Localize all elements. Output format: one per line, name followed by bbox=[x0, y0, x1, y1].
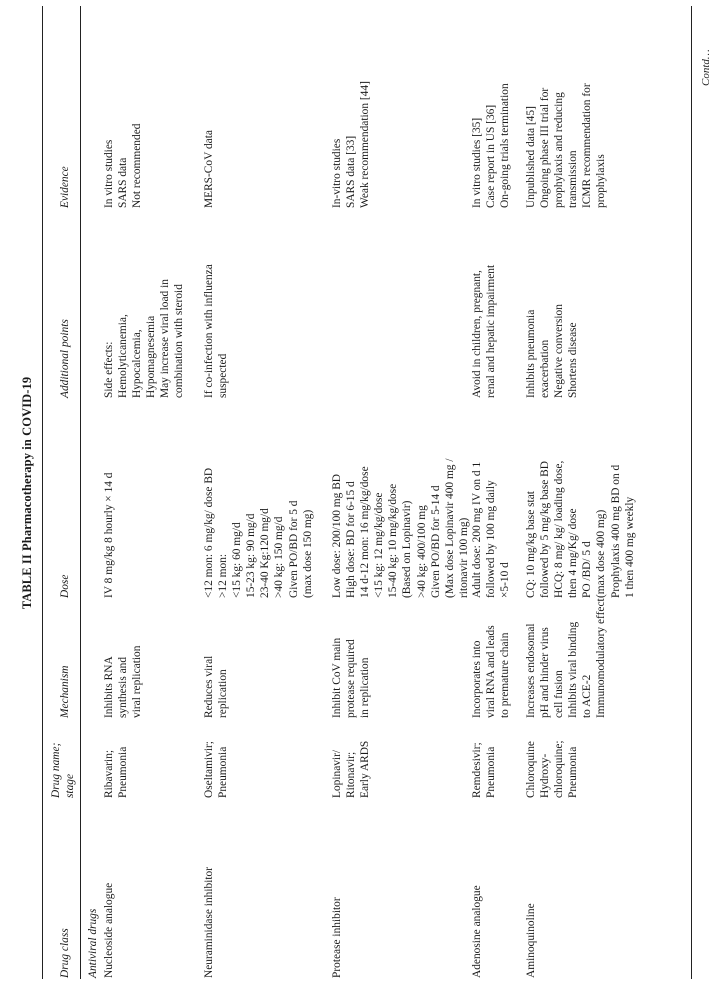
cell-line: Given PO/BD for 5 d bbox=[287, 500, 300, 598]
cell-line: Hemolyticanemia, bbox=[117, 314, 130, 398]
rule-bottom bbox=[691, 6, 692, 979]
cell-mechanism bbox=[470, 625, 512, 718]
cell-drug-class bbox=[202, 867, 216, 978]
cell-line: If co-infection with influenza bbox=[203, 264, 215, 398]
cell-line: synthesis and bbox=[117, 656, 130, 718]
cell-line: IV 8 mg/kg 8 hourly × 14 d bbox=[103, 472, 115, 598]
cell-line: Pneumonia bbox=[217, 746, 230, 798]
cell-line: Remdesivir; bbox=[471, 742, 483, 798]
header-mechanism: Mechanism bbox=[59, 665, 71, 718]
category-antiviral: Antiviral drugs bbox=[87, 908, 99, 978]
cell-line: Side effects: bbox=[103, 341, 115, 398]
header-additional-points: Additional points bbox=[59, 319, 71, 398]
cell-line: exacerbation bbox=[539, 339, 552, 398]
cell-line: In-vitro studies bbox=[331, 138, 343, 208]
cell-line: Reduces viral bbox=[203, 655, 215, 718]
table-title: TABLE II Pharmacotherapy in COVID-19 bbox=[20, 376, 34, 610]
cell-line: Inhibits viral binding bbox=[567, 621, 580, 718]
cell-line: Nucleoside analogue bbox=[103, 882, 115, 978]
cell-line: to ACE-2 bbox=[581, 674, 594, 718]
cell-line: Avoid in children, pregnant, bbox=[471, 270, 483, 398]
cell-line: HCQ: 8 mg/ kg/ loading dose, bbox=[553, 460, 566, 598]
cell-line: SARS data bbox=[117, 157, 130, 208]
cell-line: 15-40 kg: 10 mg/kg/dose bbox=[387, 483, 400, 598]
cell-line: >40 kg: 150 mg/d bbox=[273, 516, 286, 598]
cell-line: Pneumonia bbox=[117, 746, 130, 798]
cell-line: Oseltamivir; bbox=[203, 741, 215, 798]
cell-line: Case report in US [36] bbox=[485, 104, 498, 208]
cell-additional bbox=[470, 265, 498, 398]
cell-dose bbox=[330, 458, 471, 598]
cell-drug-name bbox=[524, 740, 580, 798]
cell-line: transmission bbox=[567, 150, 580, 208]
cell-evidence bbox=[470, 83, 512, 208]
cell-line: Ongoing phase III trial for bbox=[539, 87, 552, 208]
cell-dose bbox=[470, 462, 512, 598]
cell-line: Given PO/BD for 5-14 d bbox=[429, 485, 442, 598]
cell-line: Not recommended bbox=[131, 123, 144, 208]
cell-drug-class bbox=[102, 883, 116, 978]
cell-line: Inhibit CoV main bbox=[331, 637, 343, 718]
cell-line: >12 mon: bbox=[217, 553, 230, 598]
cell-drug-name bbox=[470, 742, 498, 798]
cell-line: 15-23 kg: 90 mg/d bbox=[245, 513, 258, 598]
cell-line: Pneumonia bbox=[485, 746, 498, 798]
continued-note: Contd… bbox=[700, 49, 712, 86]
cell-line: then 4 mg/Kg/ dose bbox=[567, 508, 580, 598]
cell-line: combination with steroid bbox=[173, 284, 186, 398]
cell-line: renal and hepatic impairment bbox=[485, 264, 498, 398]
cell-line: Chloroquine bbox=[525, 741, 537, 798]
header-drug-class: Drug class bbox=[59, 928, 71, 978]
cell-line: (max dose 400 mg) bbox=[595, 509, 608, 598]
cell-line: followed by 100 mg daily bbox=[485, 480, 498, 598]
cell-line: (max dose 150 mg) bbox=[301, 509, 314, 598]
cell-evidence bbox=[524, 83, 609, 208]
cell-line: Protease inhibitor bbox=[331, 897, 343, 978]
cell-line: MERS-CoV data bbox=[203, 130, 215, 208]
cell-line: protease required bbox=[345, 639, 358, 718]
cell-line: ×5-10 d bbox=[499, 562, 512, 598]
cell-mechanism bbox=[524, 598, 609, 718]
cell-mechanism bbox=[330, 638, 372, 718]
cell-drug-name bbox=[102, 747, 130, 798]
cell-line: Inhibits RNA bbox=[103, 656, 115, 718]
cell-line: Early ARDS bbox=[359, 740, 372, 798]
header-dose: Dose bbox=[59, 574, 71, 598]
cell-line: to premature chain bbox=[499, 632, 512, 718]
cell-mechanism bbox=[102, 646, 144, 718]
cell-line: replication bbox=[217, 669, 230, 718]
cell-line: Inhibits pneumonia bbox=[525, 309, 537, 398]
cell-line: in replication bbox=[359, 657, 372, 718]
cell-line: On-going trials termination bbox=[499, 83, 512, 208]
cell-line: >40 kg: 400/100 mg bbox=[415, 505, 428, 598]
cell-line: May increase viral load in bbox=[159, 279, 172, 398]
cell-line: Neuraminidase inhibitor bbox=[203, 866, 215, 978]
cell-line: Immunomodulatory effect bbox=[595, 598, 608, 718]
rule-top bbox=[42, 6, 43, 979]
cell-line: Hypocalcemia, bbox=[131, 329, 144, 398]
cell-line: Ribavarin; bbox=[103, 749, 115, 798]
cell-line: Low dose: 200/100 mg BD bbox=[331, 473, 343, 598]
cell-line: 1 then 400 mg weekly bbox=[623, 496, 636, 598]
cell-line: (Based on Lopinavir) bbox=[401, 500, 414, 598]
cell-line: Lopinavir/ bbox=[331, 749, 343, 798]
cell-drug-class bbox=[524, 903, 538, 978]
cell-line: 14 d-12 mon: 16 mg/kg/dose bbox=[359, 466, 372, 598]
cell-line: chloroquine; bbox=[553, 740, 566, 798]
cell-line: ritonavir 100 mg) bbox=[457, 517, 470, 598]
cell-line: In vitro studies [35] bbox=[471, 117, 483, 208]
cell-line: Hydroxy- bbox=[539, 753, 552, 798]
cell-drug-name bbox=[202, 741, 230, 798]
cell-evidence bbox=[102, 124, 144, 208]
cell-line: Weak recommendation [44] bbox=[359, 81, 372, 208]
cell-line: Ritonavir; bbox=[345, 751, 358, 798]
cell-line: prophylaxis bbox=[595, 154, 608, 208]
cell-line: Prophylaxis 400 mg BD on d bbox=[609, 464, 622, 598]
cell-line: cell fusion bbox=[553, 670, 566, 718]
cell-line: High dose: BD for 6-15 d bbox=[345, 481, 358, 598]
cell-line: In vitro studies bbox=[103, 139, 115, 208]
cell-additional bbox=[524, 304, 580, 398]
cell-line: 23-40 Kg:120 mg/d bbox=[259, 508, 272, 598]
cell-line: <15 kg: 60 mg/d bbox=[231, 522, 244, 598]
cell-evidence bbox=[202, 130, 216, 208]
cell-line: Pneumonia bbox=[567, 746, 580, 798]
cell-line: Shortens disease bbox=[567, 322, 580, 398]
cell-line: suspected bbox=[217, 353, 230, 398]
cell-line: CQ: 10 mg/kg base stat bbox=[525, 491, 537, 598]
cell-line: viral RNA and leads bbox=[485, 625, 498, 718]
cell-line: PO /BD/ 5 d bbox=[581, 541, 594, 598]
cell-line: <15 kg: 12 mg/kg/dose bbox=[373, 492, 386, 598]
cell-line: prophylaxis and reducing bbox=[553, 92, 566, 208]
cell-line: Increases endosomal bbox=[525, 623, 537, 718]
cell-line: (Max dose Lopinavir 400 mg / bbox=[443, 458, 456, 598]
cell-line: Adult dose: 200 mg IV on d 1 bbox=[471, 461, 483, 598]
cell-drug-name bbox=[330, 741, 372, 798]
cell-line: <12 mon: 6 mg/kg/ dose BD bbox=[203, 467, 215, 598]
cell-line: Aminoquinoline bbox=[525, 903, 537, 978]
cell-drug-class bbox=[470, 885, 484, 978]
cell-additional bbox=[102, 279, 187, 398]
cell-line: Unpublished data [45] bbox=[525, 106, 537, 208]
cell-line: Hypomagnesemia bbox=[145, 315, 158, 398]
cell-line: viral replication bbox=[131, 645, 144, 718]
cell-mechanism bbox=[202, 656, 230, 718]
header-drug-name: Drug name; stage bbox=[50, 742, 77, 798]
cell-drug-class bbox=[330, 897, 344, 978]
cell-line: ICMR recommendation for bbox=[581, 83, 594, 208]
header-evidence: Evidence bbox=[59, 166, 71, 208]
cell-dose bbox=[202, 468, 315, 598]
cell-line: pH and hinder virus bbox=[539, 627, 552, 718]
cell-line: SARS data [33] bbox=[345, 135, 358, 208]
cell-dose bbox=[102, 473, 116, 599]
cell-line: Adenosine analogue bbox=[471, 885, 483, 978]
cell-evidence bbox=[330, 81, 372, 208]
cell-dose bbox=[524, 461, 637, 598]
cell-additional bbox=[202, 264, 230, 398]
cell-line: Negative conversion bbox=[553, 304, 566, 398]
rule-header bbox=[80, 6, 81, 979]
cell-line: followed by 5 mg/kg base BD bbox=[539, 461, 552, 598]
cell-line: Incorporates into bbox=[471, 640, 483, 718]
